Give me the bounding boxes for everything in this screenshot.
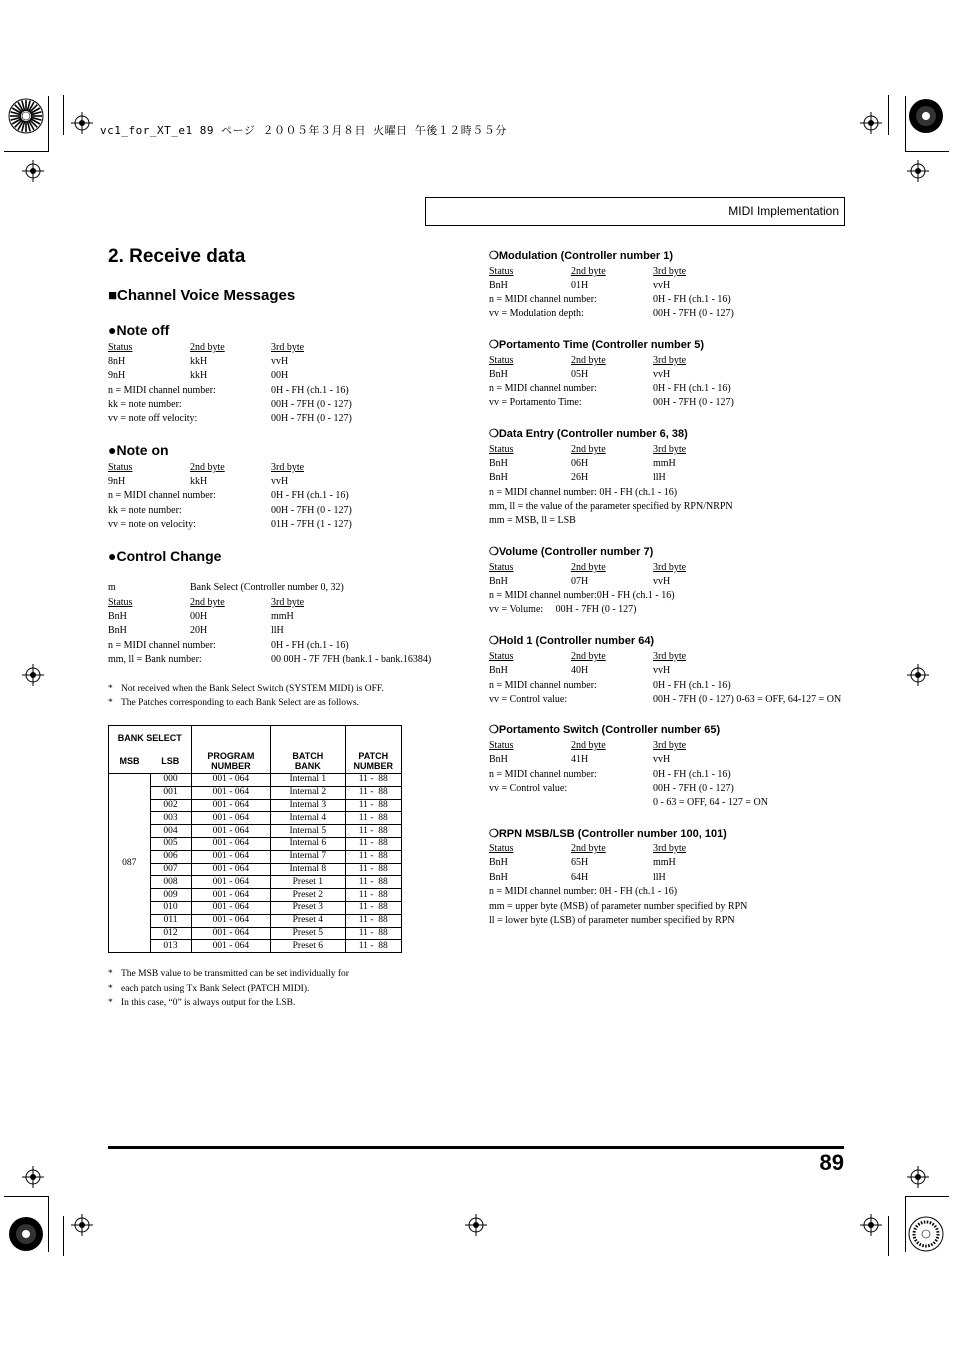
table-row: [109, 850, 402, 863]
crosshair-registration-icon: [860, 112, 882, 134]
patch-cell: 11 - 88: [345, 889, 402, 902]
patch-cell: 11 - 88: [345, 940, 402, 953]
lsb-cell: 009: [150, 889, 191, 902]
sunburst-registration-icon: [8, 1216, 44, 1252]
table-row: [109, 812, 402, 825]
lsb-cell: 001: [150, 786, 191, 799]
lsb-cell: 011: [150, 914, 191, 927]
byte3-header: 3rd byte: [271, 342, 305, 353]
table-row: [109, 774, 402, 787]
batch-cell: Internal 7: [271, 850, 345, 863]
program-number-header: PROGRAM NUMBER: [191, 726, 271, 774]
running-header: [425, 197, 845, 226]
batch-bank-header: BATCH BANK: [271, 726, 345, 774]
program-cell: 001 - 064: [191, 850, 271, 863]
section-title: ■Channel Voice Messages: [108, 287, 296, 304]
portamento-time-heading: ❍Portamento Time (Controller number 5): [489, 339, 705, 351]
program-cell: 001 - 064: [191, 914, 271, 927]
patch-cell: 11 - 88: [345, 812, 402, 825]
crosshair-registration-icon: [71, 112, 93, 134]
sunburst-registration-icon: [908, 1216, 944, 1252]
batch-cell: Internal 3: [271, 799, 345, 812]
status-header: Status: [108, 342, 133, 353]
table-row: [109, 927, 402, 940]
program-cell: 001 - 064: [191, 863, 271, 876]
batch-cell: Preset 4: [271, 914, 345, 927]
batch-cell: Preset 1: [271, 876, 345, 889]
hold1-heading: ❍Hold 1 (Controller number 64): [489, 635, 655, 647]
bank-select-table: [108, 725, 402, 953]
patch-cell: 11 - 88: [345, 837, 402, 850]
lsb-cell: 005: [150, 837, 191, 850]
crosshair-registration-icon: [907, 664, 929, 686]
lsb-cell: 004: [150, 825, 191, 838]
batch-cell: Preset 2: [271, 889, 345, 902]
bank-select-header: BANK SELECT: [109, 726, 192, 750]
patch-cell: 11 - 88: [345, 850, 402, 863]
note-on-heading: ●Note on: [108, 442, 169, 458]
program-cell: 001 - 064: [191, 876, 271, 889]
table-row: [109, 889, 402, 902]
batch-cell: Preset 5: [271, 927, 345, 940]
control-change-heading: ●Control Change: [108, 548, 222, 564]
patch-cell: 11 - 88: [345, 927, 402, 940]
crosshair-registration-icon: [465, 1214, 487, 1236]
note-off-heading: ●Note off: [108, 322, 170, 338]
msb-cell: 087: [109, 774, 151, 953]
sunburst-registration-icon: [908, 98, 944, 134]
program-cell: 001 - 064: [191, 825, 271, 838]
lsb-cell: 013: [150, 940, 191, 953]
program-cell: 001 - 064: [191, 940, 271, 953]
page-title: 2. Receive data: [108, 246, 246, 267]
program-cell: 001 - 064: [191, 927, 271, 940]
footer-rule: [108, 1146, 844, 1149]
batch-cell: Preset 3: [271, 901, 345, 914]
modulation-heading: ❍Modulation (Controller number 1): [489, 250, 674, 262]
program-cell: 001 - 064: [191, 812, 271, 825]
crosshair-registration-icon: [907, 160, 929, 182]
table-row: [109, 876, 402, 889]
table-row: [109, 799, 402, 812]
program-cell: 001 - 064: [191, 799, 271, 812]
table-row: [109, 825, 402, 838]
crosshair-registration-icon: [860, 1214, 882, 1236]
patch-cell: 11 - 88: [345, 863, 402, 876]
lsb-cell: 012: [150, 927, 191, 940]
program-cell: 001 - 064: [191, 774, 271, 787]
crosshair-registration-icon: [71, 1214, 93, 1236]
sunburst-registration-icon: [8, 98, 44, 134]
table-row: [109, 786, 402, 799]
lsb-cell: 008: [150, 876, 191, 889]
rpn-heading: ❍RPN MSB/LSB (Controller number 100, 101): [489, 828, 727, 840]
table-row: [109, 837, 402, 850]
table-row: [109, 940, 402, 953]
print-job-info: vc1_for_XT_e1 89 ページ ２００５年３月８日 火曜日 午後１２時５５分: [100, 124, 507, 137]
lsb-cell: 010: [150, 901, 191, 914]
batch-cell: Internal 1: [271, 774, 345, 787]
patch-cell: 11 - 88: [345, 876, 402, 889]
table-row: [109, 863, 402, 876]
table-row: [109, 914, 402, 927]
patch-cell: 11 - 88: [345, 799, 402, 812]
volume-heading: ❍Volume (Controller number 7): [489, 546, 654, 558]
patch-number-header: PATCH NUMBER: [345, 726, 402, 774]
lsb-cell: 003: [150, 812, 191, 825]
crosshair-registration-icon: [22, 1166, 44, 1188]
data-entry-heading: ❍Data Entry (Controller number 6, 38): [489, 428, 688, 440]
msb-header: MSB: [109, 750, 151, 774]
header-section-label: MIDI Implementation: [728, 204, 839, 218]
portamento-switch-heading: ❍Portamento Switch (Controller number 65): [489, 724, 721, 736]
program-cell: 001 - 064: [191, 901, 271, 914]
batch-cell: Preset 6: [271, 940, 345, 953]
crosshair-registration-icon: [22, 664, 44, 686]
patch-cell: 11 - 88: [345, 901, 402, 914]
program-cell: 001 - 064: [191, 786, 271, 799]
lsb-cell: 007: [150, 863, 191, 876]
lsb-cell: 006: [150, 850, 191, 863]
lsb-header: LSB: [150, 750, 191, 774]
batch-cell: Internal 2: [271, 786, 345, 799]
crosshair-registration-icon: [907, 1166, 929, 1188]
byte2-header: 2nd byte: [190, 342, 225, 353]
lsb-cell: 000: [150, 774, 191, 787]
batch-cell: Internal 4: [271, 812, 345, 825]
batch-cell: Internal 6: [271, 837, 345, 850]
program-cell: 001 - 064: [191, 837, 271, 850]
table-row: [109, 901, 402, 914]
crosshair-registration-icon: [22, 160, 44, 182]
patch-cell: 11 - 88: [345, 914, 402, 927]
program-cell: 001 - 064: [191, 889, 271, 902]
batch-cell: Internal 8: [271, 863, 345, 876]
patch-cell: 11 - 88: [345, 774, 402, 787]
lsb-cell: 002: [150, 799, 191, 812]
page-number: 89: [819, 1150, 844, 1175]
patch-cell: 11 - 88: [345, 825, 402, 838]
batch-cell: Internal 5: [271, 825, 345, 838]
patch-cell: 11 - 88: [345, 786, 402, 799]
